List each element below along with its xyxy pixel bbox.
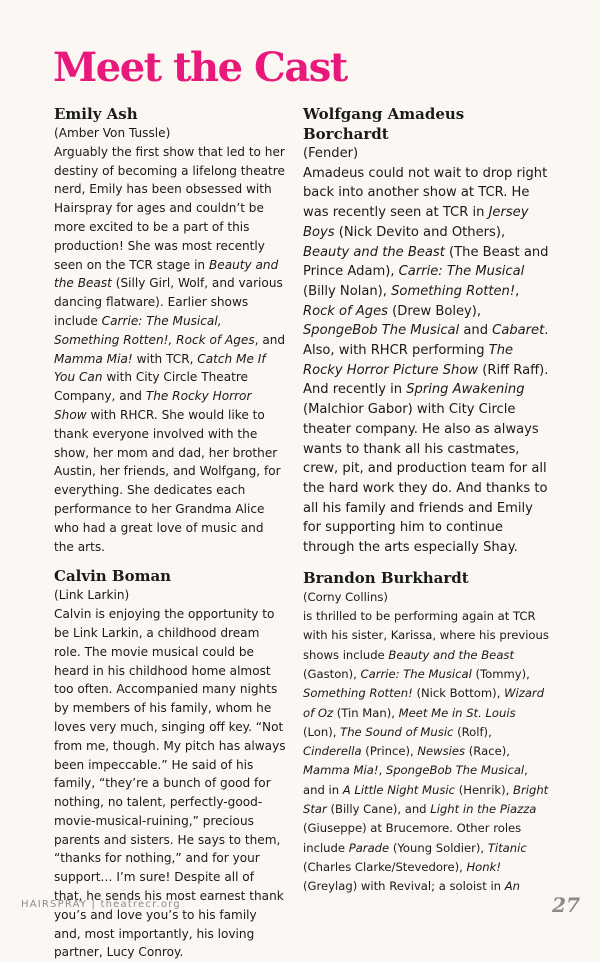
cast-bio [303, 164, 550, 558]
cast-bio [54, 143, 286, 557]
footer-credit: HAIRSPRAY | theatrecr.org [21, 899, 181, 910]
bio-text: (Lon), [303, 724, 341, 739]
bio-text: (Charles Clarke/Stevedore), [303, 859, 467, 874]
bio-text: with City Circle Theatre Company, and [54, 370, 248, 404]
bio-title: SpongeBob The Musical [303, 323, 460, 339]
bio-title: Carrie: The Musical [398, 264, 525, 280]
bio-title: Something Rotten! [303, 686, 413, 701]
bio-title: An [504, 879, 520, 894]
page-number: 27 [552, 893, 580, 917]
cast-role: (Amber Von Tussle) [54, 126, 171, 140]
bio-title: Carrie: The Musical, Something Rotten!, Rock of Ages [54, 313, 255, 347]
bio-title: Beauty and the Beast [303, 244, 445, 260]
cast-name: Calvin Boman [54, 567, 172, 586]
bio-title: Carrie: The Musical [360, 666, 472, 681]
bio-title: Bright Star [303, 782, 549, 817]
bio-text: , and in [303, 763, 528, 797]
left-column [54, 104, 286, 962]
bio-title: Mamma Mia! [303, 763, 379, 778]
bio-title: The Rocky Horror Show [54, 389, 252, 422]
bio-text: (Malchior Gabor) with City Circle theater company. He also as always wants to thank all his castmates, crew, pit, and production team for all the hard work they do. And thanks to all his family and friends and Emily for supporting him to continue through the arts especially Shay. [303, 402, 548, 556]
cast-role: (Link Larkin) [54, 588, 130, 603]
bio-text: (Greylag) with Revival; a soloist in [303, 879, 505, 894]
bio-text: (Silly Girl, Wolf, and various dancing flatware). Earlier shows include [54, 276, 283, 328]
right-column [303, 104, 550, 897]
bio-text: (Riff Raff). And recently in [303, 362, 549, 398]
bio-title: A Little Night Music [342, 782, 456, 797]
bio-text: (Nick Devito and Others), [334, 224, 506, 240]
bio-text: (Tommy), [471, 666, 530, 681]
bio-text: (Billy Nolan), [303, 283, 392, 299]
bio-title: Newsies [417, 744, 466, 759]
bio-text: (Rolf), [453, 724, 492, 739]
bio-text: (Prince), [361, 744, 418, 759]
bio-text: (Drew Boley), [387, 303, 482, 319]
bio-text: Arguably the first show that led to her destiny of becoming a lifelong theatre nerd, Emily has been obsessed with Hairspray for ages and couldn’t be more excited to be a part of this production! She was most recently seen on the TCR stage in [54, 144, 285, 272]
bio-text: (The Beast and Prince Adam), [303, 244, 549, 280]
bio-text: (Young Soldier), [389, 840, 488, 855]
bio-text: , [515, 283, 520, 299]
cast-name: Emily Ash [54, 105, 138, 123]
bio-title: Light in the Piazza [430, 802, 537, 817]
bio-text: , and [254, 332, 286, 347]
bio-title: Meet Me in St. Louis [398, 705, 516, 720]
bio-title: Cinderella [303, 744, 362, 759]
bio-title: Titanic [487, 840, 527, 855]
bio-text: Amadeus could not wait to drop right back into another show at TCR. He was recently seen at TCR in [303, 165, 548, 221]
bio-title: Beauty and the Beast [388, 647, 515, 662]
page-title: Meet the Cast [53, 44, 347, 91]
bio-title: SpongeBob The Musical [385, 763, 525, 778]
bio-text: (Gaston), [303, 666, 361, 681]
bio-text: (Henrik), [455, 782, 514, 797]
bio-text: (Billy Cane), and [326, 802, 431, 817]
bio-title: Wizard of Oz [303, 686, 545, 720]
bio-title: Cabaret [492, 323, 545, 339]
bio-title: Mamma Mia! [54, 351, 133, 366]
bio-text: Calvin is enjoying the opportunity to be Link Larkin, a childhood dream role. The movie musical could be heard in his childhood home almost too often. Accompanied many nights by members of his family, whom he loves very much, singing off key. “Not from me, though. My pitch has always been impeccable.” He said of his family, “they’re a bunch of good for nothing, no talent, perfectly-good-movie-musical-ruining,” precious parents and sisters. He says to them, “thanks for nothing,” and for your support… I’m sure! Despite all of that, he sends his most earnest thank you’s and love you’s to his family and, most importantly, his loving partner, Lucy Conroy. [54, 607, 286, 960]
cast-entry [54, 104, 286, 556]
bio-title: Rock of Ages [303, 303, 388, 319]
bio-title: The Rocky Horror Picture Show [303, 343, 514, 378]
cast-role: (Corny Collins) [303, 589, 388, 604]
cast-entry [303, 568, 550, 897]
cast-bio [303, 607, 550, 896]
bio-title: Spring Awakening [406, 382, 525, 398]
cast-role: (Fender) [303, 146, 359, 161]
bio-text: , [378, 763, 386, 778]
bio-title: Parade [348, 840, 390, 855]
bio-text: with TCR, [132, 351, 198, 366]
bio-text: (Race), [465, 744, 510, 759]
bio-title: Beauty and the Beast [54, 257, 279, 291]
bio-text: and [459, 323, 493, 339]
cast-name: Brandon Burkhardt [303, 568, 469, 587]
bio-title: Something Rotten! [391, 283, 516, 299]
bio-title: Catch Me If You Can [54, 351, 266, 385]
cast-name: Wolfgang Amadeus Borchardt [303, 105, 465, 143]
bio-title: Honk! [466, 859, 501, 874]
bio-title: The Sound of Music [340, 724, 454, 739]
bio-text: is thrilled to be performing again at TCR with his sister, Karissa, where his previous shows include [303, 609, 549, 662]
bio-text: . Also, with RHCR performing [303, 323, 549, 359]
bio-text: with RHCR. She would like to thank everyone involved with the show, her mom and dad, her brother Austin, her friends, and Wolfgang, for everything. She dedicates each performance to her Grandma Alice who had a great love of music and the arts. [54, 407, 281, 554]
bio-text: (Nick Bottom), [412, 686, 505, 701]
bio-text: (Tin Man), [333, 705, 399, 720]
bio-text: (Giuseppe) at Brucemore. Other roles include [303, 821, 522, 855]
cast-entry [303, 104, 550, 558]
bio-title: Jersey Boys [303, 205, 529, 240]
